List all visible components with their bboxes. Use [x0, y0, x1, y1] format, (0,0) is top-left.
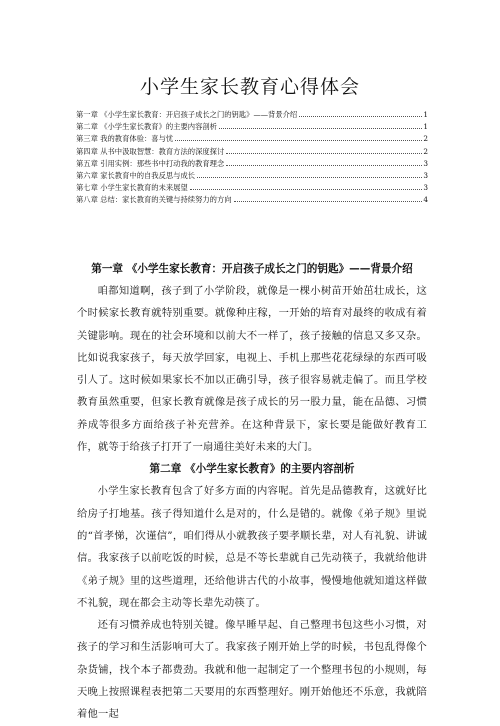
toc-entry[interactable] [76, 158, 428, 170]
toc-entry-text: 第三章 我的教育体验：喜与忧 [76, 134, 174, 144]
toc-entry-text: 第五章 引用实例：那些书中打动我的教育理念 [76, 158, 225, 168]
chapter-heading: 第二章 《小学生家长教育》的主要内容剖析 [149, 463, 355, 476]
document-body [77, 258, 427, 726]
toc-entry[interactable] [76, 170, 428, 182]
toc-leader-dots [226, 165, 422, 166]
toc-leader-dots [219, 128, 422, 129]
table-of-contents [76, 109, 428, 207]
toc-entry-text: 第四章 从书中汲取智慧：教育方法的深度探讨 [76, 146, 225, 156]
toc-leader-dots [175, 140, 422, 141]
toc-entry-text: 第六章 家长教育中的自我反思与成长 [76, 170, 196, 180]
chapter-heading: 第一章 《小学生家长教育：开启孩子成长之门的钥匙》——背景介绍 [91, 263, 413, 275]
document-title: 小学生家长教育心得体会 [139, 76, 360, 98]
toc-entry[interactable] [76, 133, 428, 145]
body-paragraph: 还有习惯养成也特别关键。像早睡早起、自己整理书包这些小习惯，对孩子的学习和生活影响可大了。我家孩子刚开始上学的时候，书包乱得像个杂货铺，找个本子都费劲。我就和他一起制定了一个整理书包的小规则，每天晚上按照课程表把第二天要用的东西整理好。刚开始他还不乐意，我就陪着他一起 [77, 619, 427, 721]
toc-leader-dots [234, 201, 423, 202]
toc-leader-dots [197, 177, 422, 178]
toc-entry-text: 第一章 《小学生家长教育：开启孩子成长之门的钥匙》——背景介绍 [76, 110, 298, 119]
toc-entry-text: 第七章 小学生家长教育的未来展望 [76, 183, 188, 193]
toc-entry-page: 3 [423, 183, 428, 193]
body-paragraph: 小学生家长教育包含了好多方面的内容呢。首先是品德教育，这就好比给房子打地基。孩子得知道什么是对的，什么是错的。就像《弟子规》里说的“首孝悌，次谨信”，咱们得从小就教孩子要孝顺长辈，对人有礼貌、讲诚信。我家孩子以前吃饭的时候，总是不等长辈就自己先动筷子，我就给他讲《弟子规》里的这些道理，还给他讲古代的小故事，慢慢地他就知道这样做不礼貌，现在都会主动等长辈先动筷了。 [77, 485, 427, 609]
toc-entry[interactable] [76, 194, 428, 206]
toc-entry-text: 第八章 总结：家长教育的关键与持续努力的方向 [76, 195, 232, 205]
toc-leader-dots [299, 116, 422, 117]
toc-entry-page: 3 [423, 170, 428, 180]
toc-leader-dots [190, 189, 423, 190]
toc-leader-dots [226, 153, 422, 154]
toc-entry-page: 3 [423, 158, 428, 168]
toc-entry[interactable] [76, 121, 428, 133]
toc-entry[interactable] [76, 146, 428, 158]
toc-entry-page: 1 [423, 122, 428, 132]
toc-entry-page: 4 [423, 195, 428, 205]
toc-entry-page: 2 [423, 134, 428, 144]
toc-entry[interactable] [76, 182, 428, 194]
body-paragraph: 咱都知道啊，孩子到了小学阶段，就像是一棵小树苗开始茁壮成长，这个时候家长教育就特别重要。就像种庄稼，一开始的培育对最终的收成有着关键影响。现在的社会环境和以前大不一样了，孩子接触的信息又多又杂。比如说我家孩子，每天放学回家，电视上、手机上那些花花绿绿的东西可吸引人了。这时候如果家长不加以正确引导，孩子很容易就走偏了。而且学校教育虽然重要，但家长教育就像是孩子成长的另一股力量，能在品德、习惯养成等很多方面给孩子补充营养。在这种背景下，家长要是能做好教育工作，就等于给孩子打开了一扇通往美好未来的大门。 [77, 285, 427, 454]
toc-entry-page: 1 [423, 110, 428, 119]
toc-entry[interactable] [76, 109, 428, 121]
toc-entry-text: 第二章 《小学生家长教育》的主要内容剖析 [76, 122, 217, 132]
toc-entry-page: 2 [423, 146, 428, 156]
